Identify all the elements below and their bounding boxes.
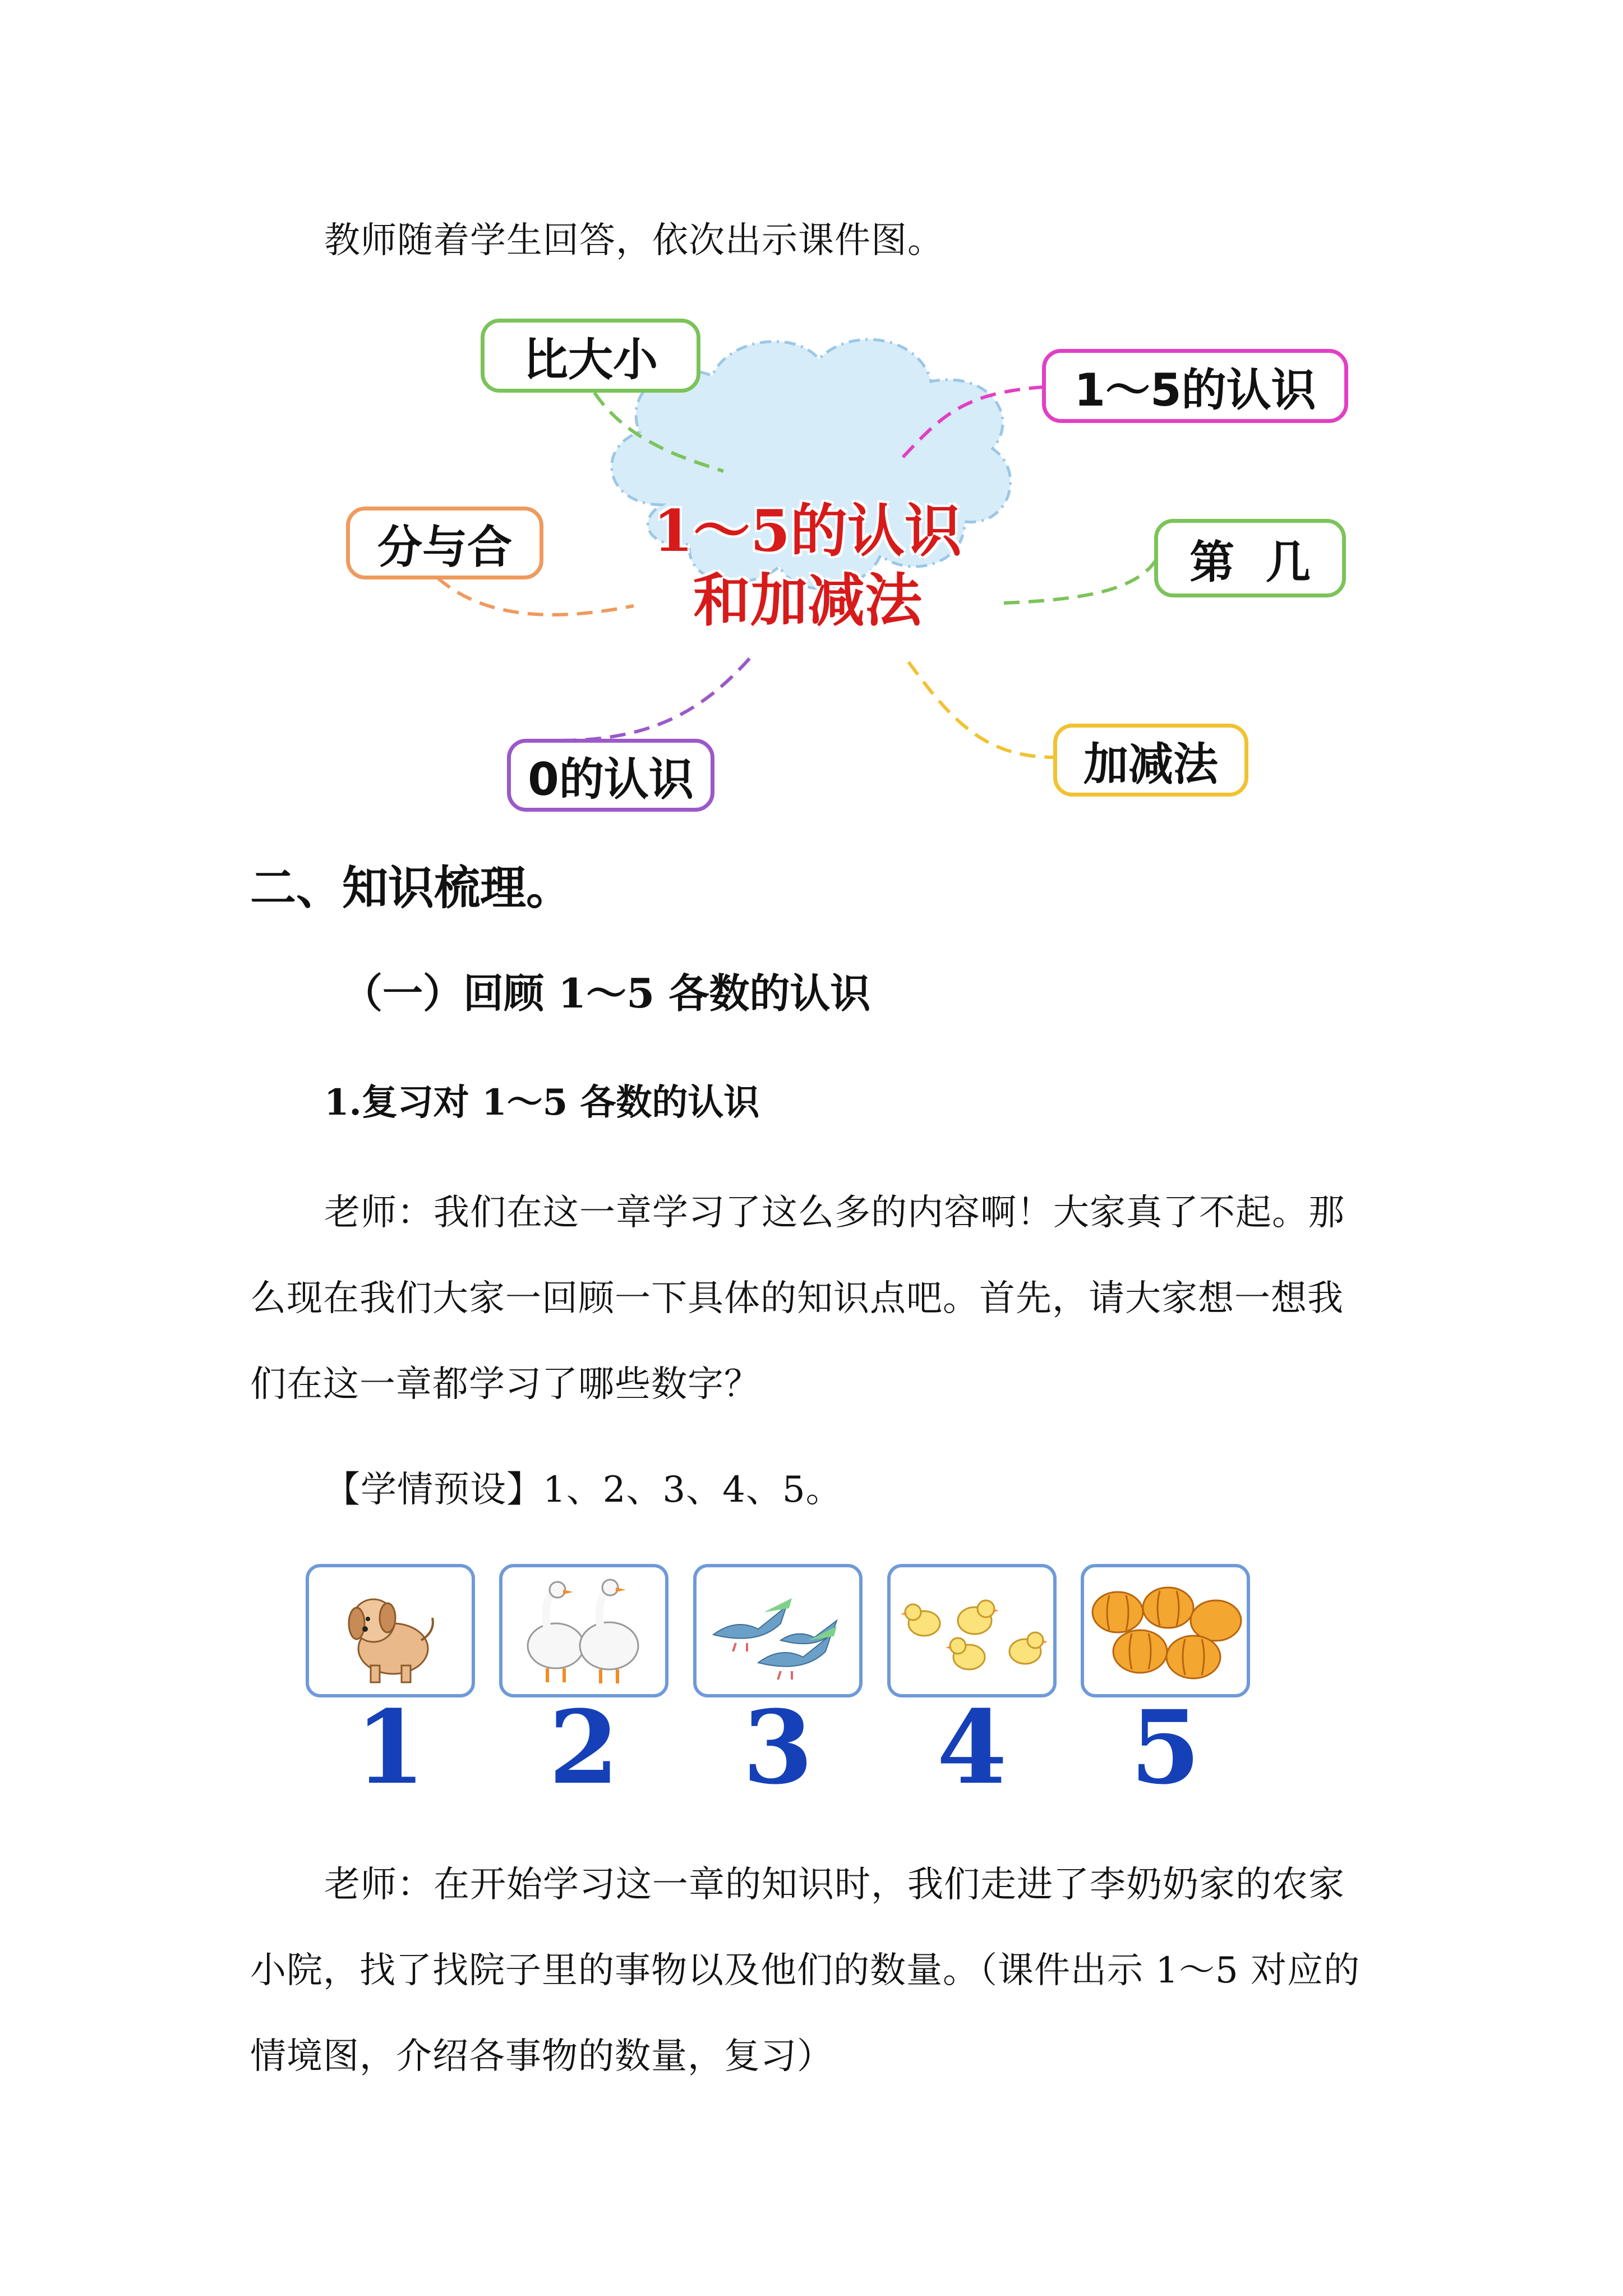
picture-card-2 <box>499 1564 668 1697</box>
picture-card-3 <box>693 1564 863 1697</box>
node-compare-label: 比大小 <box>523 333 658 386</box>
section-heading: 二、知识梳理。 <box>250 861 573 915</box>
paragraph-1-line-2: 么现在我们大家一回顾一下具体的知识点吧。首先，请大家想一想我 <box>250 1278 1344 1319</box>
mind-map-center <box>634 496 981 636</box>
mind-map-connectors <box>0 0 1623 858</box>
node-ordinal <box>1154 519 1346 597</box>
puppy-icon <box>309 1567 472 1694</box>
picture-card-4 <box>887 1564 1057 1697</box>
paragraph-2-line-3: 情境图，介绍各事物的数量，复习） <box>250 2036 833 2077</box>
paragraph-2 <box>250 1842 1394 2100</box>
paragraph-1-line-3: 们在这一章都学习了哪些数字？ <box>250 1364 760 1405</box>
subsection-heading: （一）回顾 1～5 各数的认识 <box>342 969 871 1017</box>
node-recognize-label: 1～5的认识 <box>1074 364 1316 416</box>
chicks-icon <box>891 1567 1053 1694</box>
paragraph-2-line-1: 老师：在开始学习这一章的知识时，我们走进了李奶奶家的农家 <box>324 1864 1345 1906</box>
number-label-2: 2 <box>548 1688 619 1807</box>
geese-icon <box>502 1567 665 1694</box>
number-label-5: 5 <box>1130 1688 1201 1807</box>
node-recognize <box>1042 349 1348 423</box>
picture-card-5 <box>1081 1564 1250 1697</box>
birds-icon <box>697 1567 859 1694</box>
connector-ordinal <box>1004 561 1155 603</box>
preset-line: 【学情预设】1、2、3、4、5。 <box>324 1469 842 1511</box>
node-addsub-label: 加减法 <box>1083 738 1218 790</box>
item-heading: 1.复习对 1～5 各数的认识 <box>324 1082 760 1124</box>
connector-zero <box>561 656 751 740</box>
number-label-3: 3 <box>743 1688 813 1807</box>
node-zero-label: 0的认识 <box>528 753 694 806</box>
paragraph-1-line-1: 老师：我们在这一章学习了这么多的内容啊！大家真了不起。那 <box>324 1192 1345 1234</box>
intro-line: 教师随着学生回答，依次出示课件图。 <box>324 220 944 261</box>
number-label-4: 4 <box>937 1688 1007 1807</box>
paragraph-2-line-2: 小院，找了找院子里的事物以及他们的数量。（课件出示 1～5 对应的 <box>250 1950 1361 1991</box>
node-split <box>346 507 543 579</box>
pumpkins-icon <box>1084 1567 1247 1694</box>
node-split-label: 分与合 <box>377 521 512 573</box>
mind-map <box>0 0 1623 858</box>
center-line-2: 和加减法 <box>693 567 922 634</box>
paragraph-1 <box>250 1170 1394 1428</box>
node-ordinal-label: 第 几 <box>1189 536 1311 588</box>
node-compare <box>481 319 700 393</box>
number-label-1: 1 <box>355 1688 426 1807</box>
node-zero <box>507 739 714 812</box>
connector-addsub <box>909 662 1054 757</box>
center-line-1: 1～5的认识 <box>653 498 962 565</box>
picture-card-1 <box>306 1564 475 1697</box>
node-addsub <box>1053 724 1248 797</box>
connector-split <box>437 578 634 615</box>
